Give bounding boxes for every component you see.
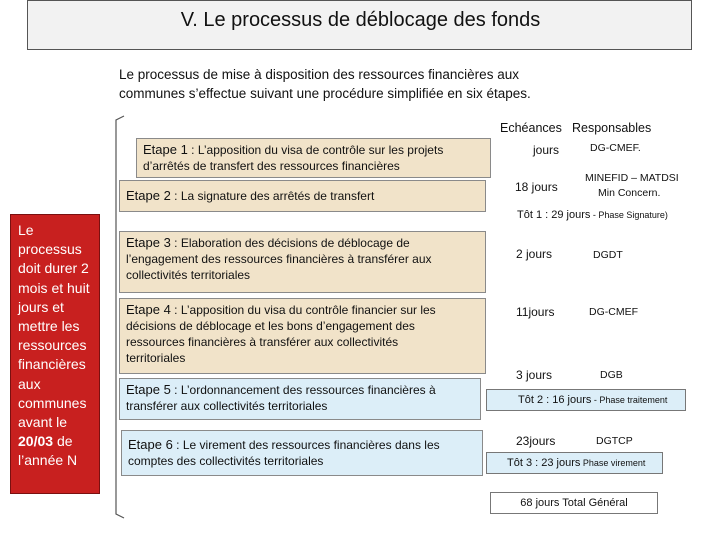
- responsable-step-6: DGTCP: [596, 435, 633, 447]
- responsable-step-4: DG-CMEF: [589, 306, 638, 318]
- subtotal-3-label: Tôt 3 : 23 jours: [507, 457, 581, 469]
- summary-lead: Le processus doit durer 2 mois et huit jours et mettre les ressources financières aux communes avant le: [18, 222, 90, 431]
- step-1-text-2: d’arrêtés de transfert des ressources financières: [143, 159, 400, 173]
- echeance-step-5: 3 jours: [516, 368, 553, 382]
- step-4-text-4: territoriales: [126, 351, 186, 365]
- step-4-text: : L’apposition du visa du contrôle financier sur les: [174, 303, 436, 317]
- responsable-step-3: DGDT: [593, 249, 623, 261]
- step-5-text: : L’ordonnancement des ressources financières à: [174, 383, 436, 397]
- echeance-step-3: 2 jours: [516, 247, 553, 261]
- step-2-label: Etape 2: [126, 188, 171, 203]
- summary-tail: de l’année N: [18, 433, 78, 469]
- echeance-step-4: 11jours: [516, 305, 555, 319]
- subtotal-1-label: Tôt 1 : 29 jours: [517, 209, 591, 221]
- header-echeances: Echéances: [500, 121, 562, 135]
- step-1-text: : L’apposition du visa de contrôle sur les projets: [191, 143, 444, 157]
- step-3-label: Etape 3: [126, 235, 171, 250]
- step-4-box: [119, 298, 486, 374]
- step-1-box: [136, 138, 491, 178]
- subtotal-2-note: - Phase traitement: [591, 395, 668, 405]
- subtotal-3: [486, 452, 663, 474]
- step-6-text: : Le virement des ressources financières dans les: [176, 438, 440, 452]
- step-6-box: [121, 430, 483, 476]
- responsable-step-2: MINEFID – MATDSI: [585, 172, 679, 184]
- step-4-text-3: ressources financières à transférer aux collectivités: [126, 335, 399, 349]
- echeance-step-1: jours: [533, 143, 560, 157]
- step-3-text-3: collectivités territoriales: [126, 268, 251, 282]
- step-5-text-2: transférer aux collectivités territoriales: [126, 399, 328, 413]
- subtotal-2-label: Tôt 2 : 16 jours: [518, 394, 592, 406]
- step-1-label: Etape 1: [143, 142, 188, 157]
- responsable-step-2-line-2: Min Concern.: [598, 187, 661, 199]
- grand-total: 68 jours Total Général: [490, 492, 658, 514]
- step-3-box: [119, 231, 486, 293]
- echeance-step-6: 23jours: [516, 434, 556, 448]
- subtotal-1-note: - Phase Signature): [590, 210, 668, 220]
- step-2-text: : La signature des arrêtés de transfert: [174, 189, 375, 203]
- intro-line-1: Le processus de mise à disposition des ressources financières aux: [119, 67, 519, 82]
- subtotal-2: [486, 389, 686, 411]
- step-6-label: Etape 6: [128, 437, 173, 452]
- step-4-label: Etape 4: [126, 302, 171, 317]
- summary-box: [10, 214, 100, 494]
- step-4-text-2: décisions de déblocage et les bons d’engagement des: [126, 319, 415, 333]
- step-2-box: [119, 180, 486, 212]
- title-box: [27, 0, 692, 50]
- step-3-text-2: l’engagement des ressources financières à transférer aux: [126, 252, 432, 266]
- header-responsables: Responsables: [572, 121, 652, 135]
- subtotal-3-note: Phase virement: [580, 458, 646, 468]
- echeance-step-2: 18 jours: [515, 180, 558, 194]
- step-6-text-2: comptes des collectivités territoriales: [128, 454, 324, 468]
- responsable-step-5: DGB: [600, 369, 623, 381]
- step-5-label: Etape 5: [126, 382, 171, 397]
- subtotal-1: [517, 208, 668, 222]
- summary-date: 20/03: [18, 433, 54, 450]
- step-3-text: : Elaboration des décisions de déblocage de: [174, 236, 410, 250]
- intro-line-2: communes s’effectue suivant une procédure simplifiée en six étapes.: [119, 86, 531, 101]
- step-5-box: [119, 378, 481, 420]
- page-title: V. Le processus de déblocage des fonds: [180, 9, 541, 31]
- responsable-step-1: DG-CMEF.: [590, 142, 641, 154]
